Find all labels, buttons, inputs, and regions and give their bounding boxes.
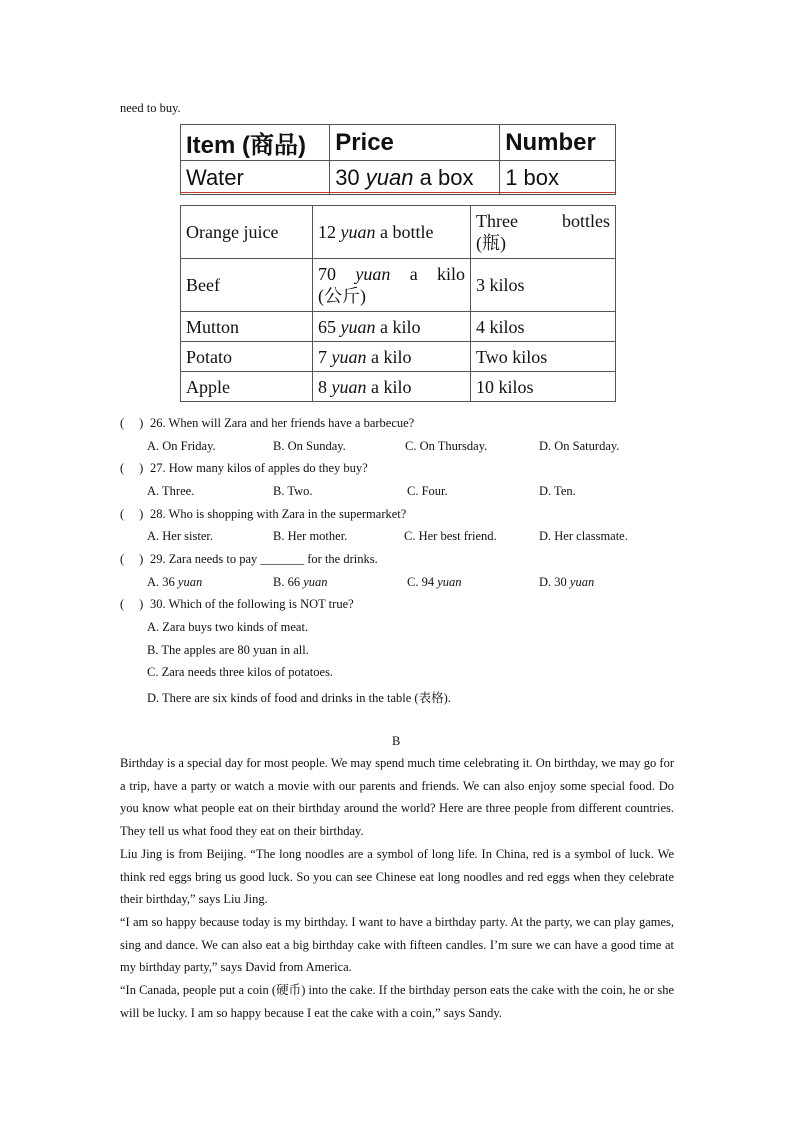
item-cell: Apple — [181, 372, 313, 402]
price-table-top — [180, 124, 616, 195]
question-27-option-a[interactable]: A. Three. — [147, 484, 195, 498]
question-29-option-d[interactable]: D. 30 yuan — [539, 575, 595, 589]
question-28-option-b[interactable]: B. Her mother. — [273, 529, 348, 543]
price-table-bottom — [180, 205, 616, 402]
header-item: Item (商品) — [181, 125, 330, 161]
table-row — [181, 372, 616, 402]
question-28-option-a[interactable]: A. Her sister. — [147, 529, 213, 543]
section-heading: B — [392, 734, 401, 748]
question-29-option-b[interactable]: B. 66 yuan — [273, 575, 328, 589]
question-29-stem: ( ) 29. Zara needs to pay _______ for the drinks. — [120, 552, 378, 566]
table-row — [181, 342, 616, 372]
question-28-option-d[interactable]: D. Her classmate. — [539, 529, 628, 543]
item-cell: Beef — [181, 259, 313, 312]
header-price: Price — [330, 125, 500, 161]
question-30-stem: ( ) 30. Which of the following is NOT true? — [120, 597, 354, 611]
price-cell: 12 yuan a bottle — [313, 206, 471, 259]
number-cell: Three bottles (瓶) — [471, 206, 616, 259]
question-27-stem: ( ) 27. How many kilos of apples do they buy? — [120, 461, 368, 475]
table-row — [181, 206, 616, 259]
number-cell: 3 kilos — [471, 259, 616, 312]
question-27-option-d[interactable]: D. Ten. — [539, 484, 576, 498]
price-cell: 30 yuan a box — [330, 161, 500, 195]
question-26-option-b[interactable]: B. On Sunday. — [273, 439, 346, 453]
number-cell: 10 kilos — [471, 372, 616, 402]
question-30-option-a[interactable]: A. Zara buys two kinds of meat. — [147, 620, 309, 634]
question-26-option-c[interactable]: C. On Thursday. — [405, 439, 488, 453]
number-cell: 4 kilos — [471, 312, 616, 342]
question-26-option-d[interactable]: D. On Saturday. — [539, 439, 620, 453]
question-27-option-b[interactable]: B. Two. — [273, 484, 313, 498]
number-cell: Two kilos — [471, 342, 616, 372]
table-header-row — [181, 125, 616, 161]
question-29-option-a[interactable]: A. 36 yuan — [147, 575, 203, 589]
paragraph-liu-jing: Liu Jing is from Beijing. “The long noodles are a symbol of long life. In China, red is a symbol of luck. We think red eggs bring us good luck. So you can see Chinese eat long noodles and red eggs when they celebrate their birthday,” says Liu Jing. — [120, 847, 674, 906]
item-cell: Orange juice — [181, 206, 313, 259]
question-30-option-d[interactable]: D. There are six kinds of food and drinks in the table (表格). — [147, 691, 451, 705]
paragraph-sandy: “In Canada, people put a coin (硬币) into the cake. If the birthday person eats the cake with the coin, he or she will be lucky. I am so happy because I eat the cake with a coin,” says Sandy. — [120, 983, 674, 1020]
price-cell: 70 yuan a kilo (公斤) — [313, 259, 471, 312]
question-28-option-c[interactable]: C. Her best friend. — [404, 529, 497, 543]
question-28-stem: ( ) 28. Who is shopping with Zara in the supermarket? — [120, 507, 407, 521]
paragraph-david: “I am so happy because today is my birthday. I want to have a birthday party. At the party, we can play games, sing and dance. We can also eat a big birthday cake with fifteen candles. I’m sure we can have a good time at my birthday party,” says David from America. — [120, 915, 674, 974]
header-number: Number — [500, 125, 616, 161]
question-30-option-b[interactable]: B. The apples are 80 yuan in all. — [147, 643, 309, 657]
price-cell: 8 yuan a kilo — [313, 372, 471, 402]
price-cell: 7 yuan a kilo — [313, 342, 471, 372]
question-27-option-c[interactable]: C. Four. — [407, 484, 448, 498]
intro-text: need to buy. — [120, 101, 181, 115]
table-row — [181, 312, 616, 342]
item-cell: Potato — [181, 342, 313, 372]
paragraph-intro: Birthday is a special day for most people. We may spend much time celebrating it. On birthday, we may go for a trip, have a party or watch a movie with our parents and friends. We can also enjoy some special food. Do you know what people eat on their birthday around the world? Here are three people from different countries. They tell us what food they eat on their birthday. — [120, 756, 674, 838]
question-29-option-c[interactable]: C. 94 yuan — [407, 575, 462, 589]
number-cell: 1 box — [500, 161, 616, 195]
item-cell: Mutton — [181, 312, 313, 342]
question-30-option-c[interactable]: C. Zara needs three kilos of potatoes. — [147, 665, 334, 679]
item-cell: Water — [181, 161, 330, 195]
question-26-stem: ( ) 26. When will Zara and her friends have a barbecue? — [120, 416, 415, 430]
question-26-option-a[interactable]: A. On Friday. — [147, 439, 216, 453]
price-cell: 65 yuan a kilo — [313, 312, 471, 342]
table-row — [181, 259, 616, 312]
table-divider-line — [180, 192, 615, 193]
table-row — [181, 161, 616, 195]
